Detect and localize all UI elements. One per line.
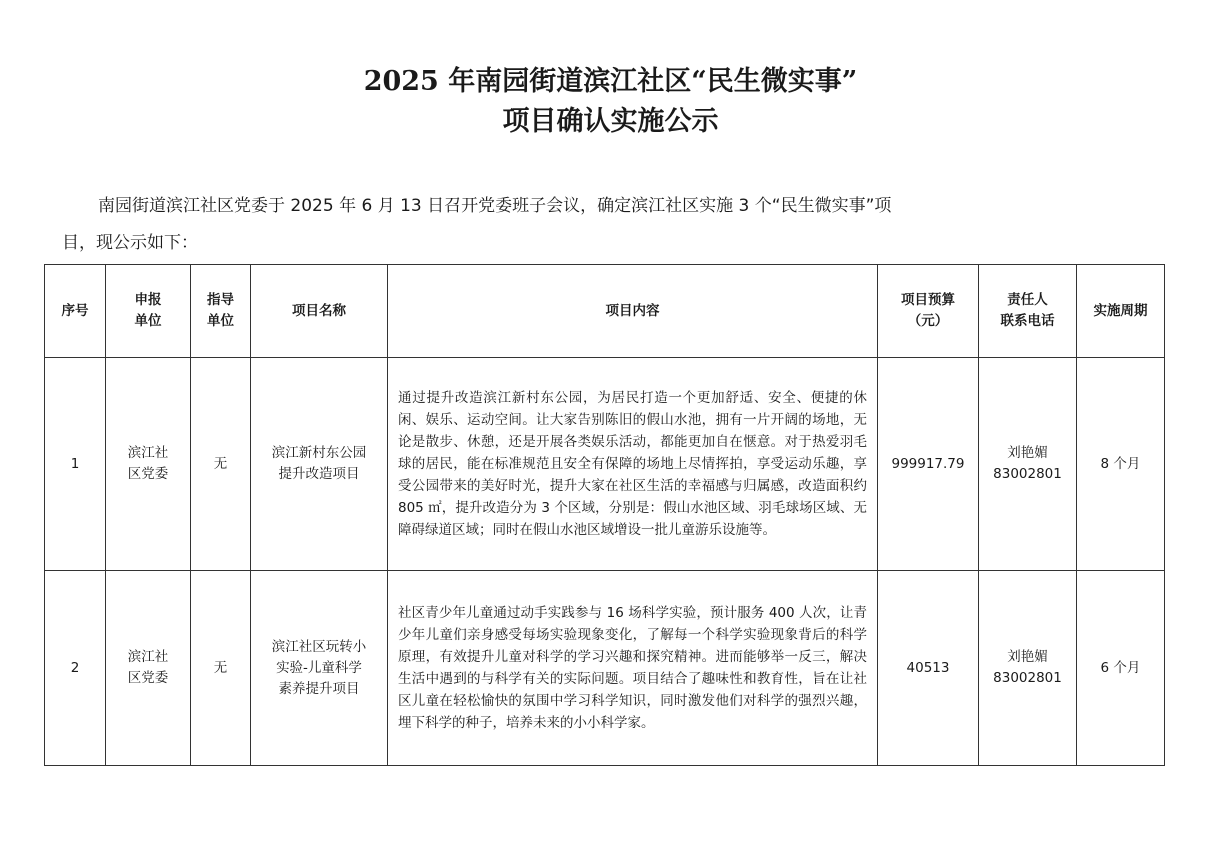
cell-contact: 刘艳媚 83002801: [979, 358, 1077, 571]
cell-name: 滨江新村东公园 提升改造项目: [251, 358, 388, 571]
cell-content: 社区青少年儿童通过动手实践参与 16 场科学实验，预计服务 400 人次，让青少年儿童们亲身感受每场实验现象变化，了解每一个科学实验现象背后的科学原理，有效提升儿童对科学的学习兴趣和探究精神。进而能够举一反三，解决生活中遇到的与科学有关的实际问题。项目结合了趣味性和教育性，旨在让社区儿童在轻松愉快的氛围中学习科学知识，同时激发他们对科学的强烈兴趣，埋下科学的种子，培养未来的小小科学家。: [388, 571, 878, 766]
table-row: [45, 358, 1165, 571]
cell-guide: 无: [191, 358, 251, 571]
header-period: 实施周期: [1077, 265, 1165, 358]
cell-name: 滨江社区玩转小 实验-儿童科学 素养提升项目: [251, 571, 388, 766]
cell-unit: 滨江社 区党委: [106, 358, 191, 571]
document-title-line-1: 2025 年南园街道滨江社区“民生微实事”: [363, 66, 858, 97]
header-guide: 指导 单位: [191, 265, 251, 358]
header-name: 项目名称: [251, 265, 388, 358]
cell-budget: 40513: [878, 571, 979, 766]
header-no: 序号: [45, 265, 106, 358]
table-row: [45, 571, 1165, 766]
document-title-line-2: 项目确认实施公示: [502, 106, 719, 137]
table-header-row: [45, 265, 1165, 358]
cell-unit: 滨江社 区党委: [106, 571, 191, 766]
cell-content: 通过提升改造滨江新村东公园，为居民打造一个更加舒适、安全、便捷的休闲、娱乐、运动空间。让大家告别陈旧的假山水池，拥有一片开阔的场地，无论是散步、休憩，还是开展各类娱乐活动，都能更加自在惬意。对于热爱羽毛球的居民，能在标准规范且安全有保障的场地上尽情挥拍，享受运动乐趣，享受公园带来的美好时光，提升大家在社区生活的幸福感与归属感，改造面积约 805 ㎡，提升改造分为 3 个区域，分别是：假山水池区域、羽毛球场区域、无障碍绿道区域；同时在假山水池区域增设一批儿童游乐设施等。: [388, 358, 878, 571]
project-table: [44, 264, 1165, 766]
header-budget: 项目预算 （元）: [878, 265, 979, 358]
intro-paragraph-line-2: 目，现公示如下：: [62, 233, 198, 253]
cell-period: 6 个月: [1077, 571, 1165, 766]
header-contact: 责任人 联系电话: [979, 265, 1077, 358]
cell-no: 2: [45, 571, 106, 766]
cell-no: 1: [45, 358, 106, 571]
header-unit: 申报 单位: [106, 265, 191, 358]
intro-paragraph-line-1: 南园街道滨江社区党委于 2025 年 6 月 13 日召开党委班子会议，确定滨江社区实施 3 个“民生微实事”项: [98, 196, 892, 216]
header-content: 项目内容: [388, 265, 878, 358]
cell-period: 8 个月: [1077, 358, 1165, 571]
cell-budget: 999917.79: [878, 358, 979, 571]
cell-contact: 刘艳媚 83002801: [979, 571, 1077, 766]
cell-guide: 无: [191, 571, 251, 766]
